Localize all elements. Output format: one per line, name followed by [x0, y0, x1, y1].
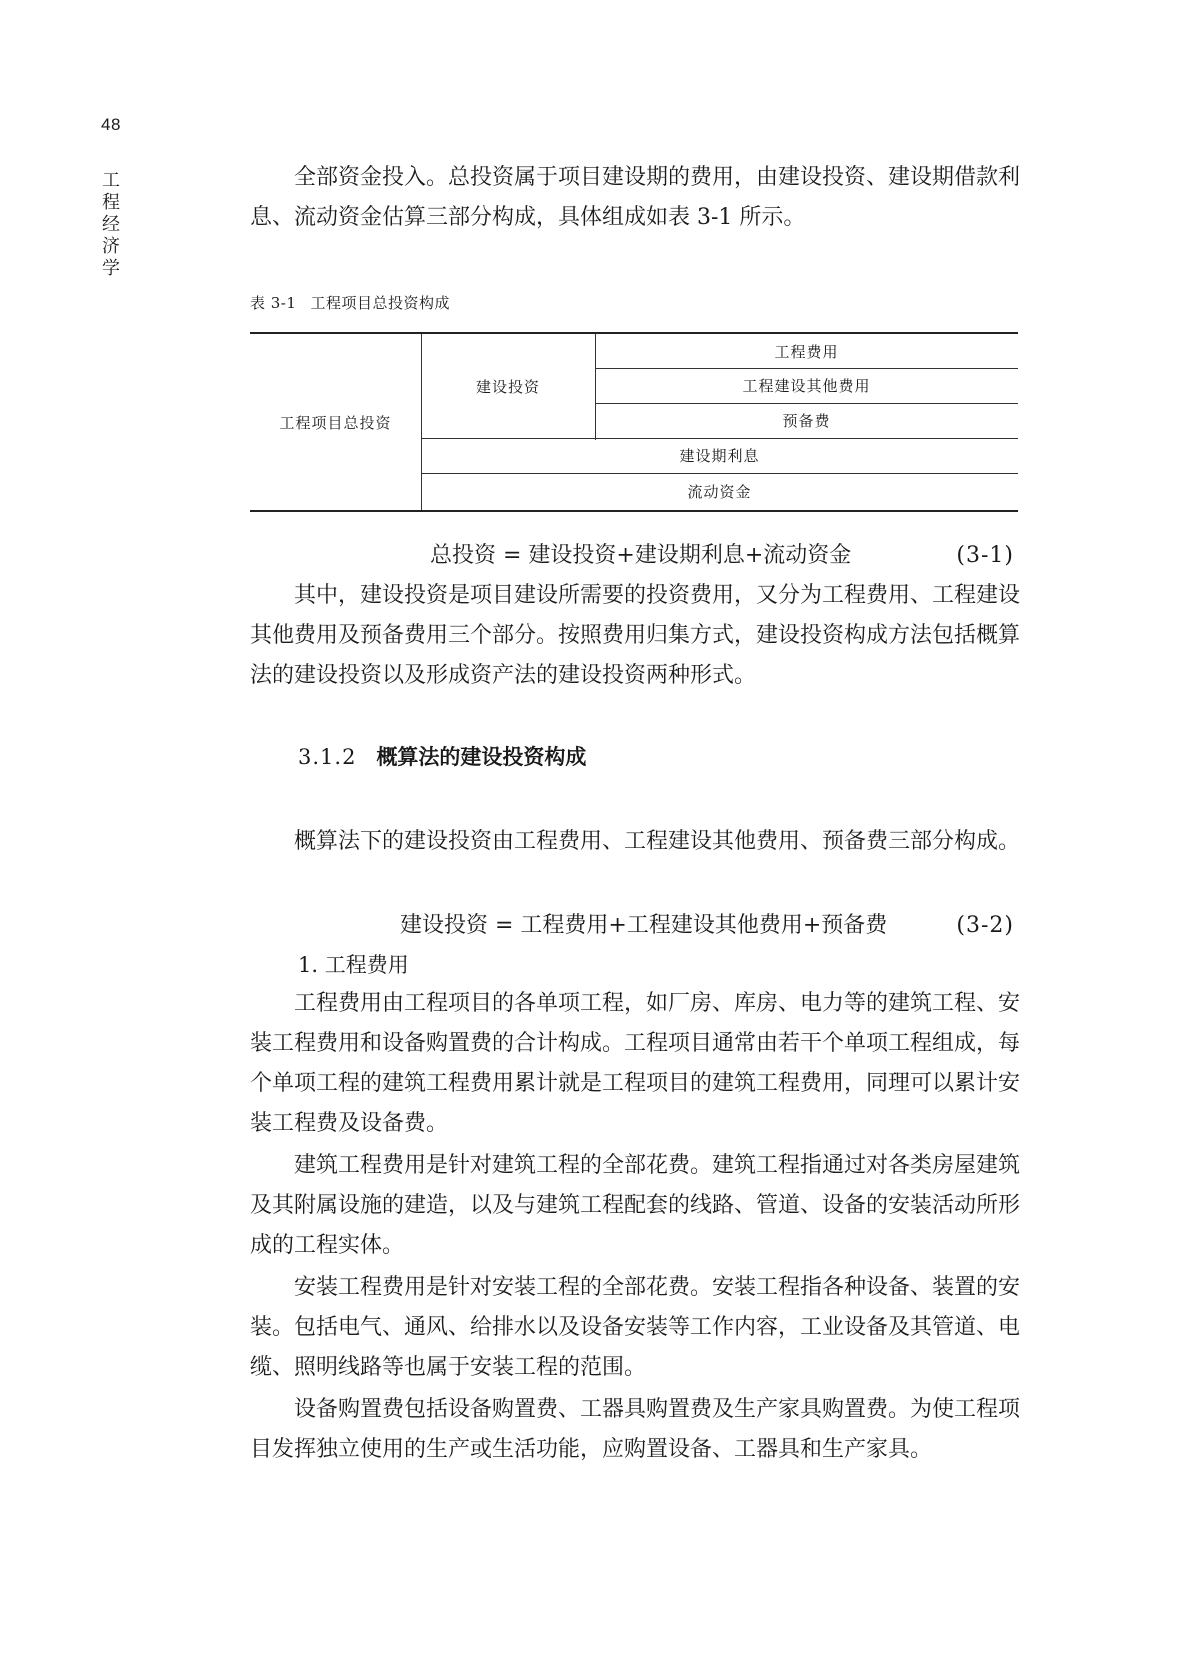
- cell-interest: 建设期利息: [679, 447, 760, 465]
- paragraph-construction-investment: 其中，建设投资是项目建设所需要的投资费用，又分为工程费用、工程建设其他费用及预备费用三个部分。按照费用归集方式，建设投资构成方法包括概算法的建设投资以及形成资产法的建设投资两种形式。: [250, 583, 1021, 688]
- cell-other-cost: 工程建设其他费用: [742, 377, 871, 395]
- investment-composition-table: [250, 332, 1018, 512]
- page-number: 48: [101, 115, 121, 134]
- paragraph-estimate-method: 概算法下的建设投资由工程费用、工程建设其他费用、预备费三部分构成。: [294, 829, 1021, 854]
- formula-expression: 建设投资 = 工程费用+工程建设其他费用+预备费: [400, 913, 888, 938]
- cell-construction-investment: 建设投资: [475, 377, 540, 396]
- cell-reserve: 预备费: [782, 412, 831, 430]
- formula-3-2: [250, 906, 1020, 946]
- paragraph-building-cost: 建筑工程费用是针对建筑工程的全部花费。建筑工程指通过对各类房屋建筑及其附属设施的建造，以及与建筑工程配套的线路、管道、设备的安装活动所形成的工程实体。: [250, 1153, 1021, 1258]
- section-heading: [298, 742, 586, 772]
- formula-number: (3-2): [956, 913, 1014, 938]
- paragraph-installation-cost: 安装工程费用是针对安装工程的全部花费。安装工程指各种设备、装置的安装。包括电气、通风、给排水以及设备安装等工作内容，工业设备及其管道、电缆、照明线路等也属于安装工程的范围。: [250, 1275, 1021, 1380]
- paragraph-engineering-cost: 工程费用由工程项目的各单项工程，如厂房、库房、电力等的建筑工程、安装工程费用和设备购置费的合计构成。工程项目通常由若干个单项工程组成，每个单项工程的建筑工程费用累计就是工程项目的建筑工程费用，同理可以累计安装工程费及设备费。: [250, 991, 1021, 1136]
- table-caption-title: 工程项目总投资构成: [310, 294, 450, 312]
- section-title: 概算法的建设投资构成: [376, 744, 587, 769]
- cell-total-investment: 工程项目总投资: [279, 413, 392, 432]
- paragraph-intro: 全部资金投入。总投资属于项目建设期的费用，由建设投资、建设期借款利息、流动资金估算三部分构成，具体组成如表 3-1 所示。: [250, 165, 1021, 230]
- formula-3-1: [250, 536, 1020, 576]
- cell-engineering-cost: 工程费用: [774, 342, 839, 361]
- formula-number: (3-1): [956, 543, 1014, 568]
- cell-working-capital: 流动资金: [687, 482, 752, 501]
- section-number: 3.1.2: [298, 745, 357, 769]
- paragraph-equipment-cost: 设备购置费包括设备购置费、工器具购置费及生产家具购置费。为使工程项目发挥独立使用的生产或生活功能，应购置设备、工器具和生产家具。: [250, 1397, 1021, 1462]
- table-caption-number: 表 3-1: [250, 294, 297, 312]
- formula-expression: 总投资 = 建设投资+建设期利息+流动资金: [430, 543, 852, 568]
- subsection-heading: 1. 工程费用: [298, 953, 409, 977]
- table-caption: [250, 292, 464, 313]
- running-book-title: 工程经济学: [102, 170, 120, 279]
